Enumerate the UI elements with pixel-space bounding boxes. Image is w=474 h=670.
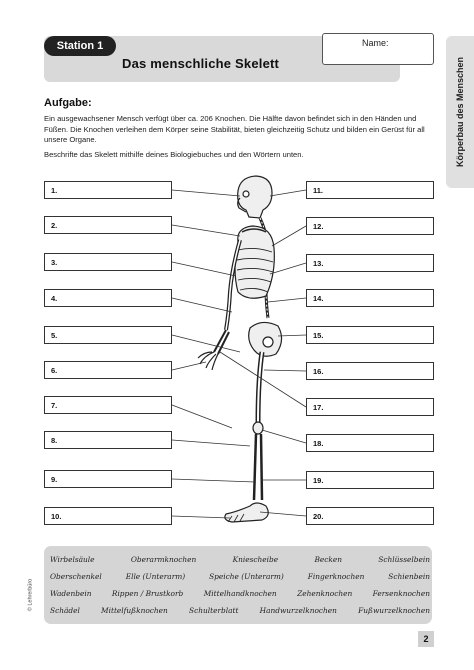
word-item: Kniescheibe [232,555,279,564]
word-item: Schlüsselbein [378,555,430,564]
skeleton-figure [198,176,282,522]
task-heading: Aufgabe: [44,97,92,109]
label-box-20[interactable]: 20. [306,507,434,525]
label-box-7[interactable]: 7. [44,396,172,414]
word-item: Schädel [50,606,80,615]
label-box-3[interactable]: 3. [44,253,172,271]
word-item: Rippen / Brustkorb [111,589,184,598]
station-label: Station 1 [44,36,116,56]
label-box-4[interactable]: 4. [44,289,172,307]
word-bank-row-2 [50,572,430,581]
word-item: Schienbein [388,572,430,581]
word-item: Mittelhandknochen [203,589,277,598]
label-box-6[interactable]: 6. [44,361,172,379]
label-box-12[interactable]: 12. [306,217,434,235]
label-box-11[interactable]: 11. [306,181,434,199]
label-box-1[interactable]: 1. [44,181,172,199]
word-item: Schulterblatt [189,606,239,615]
label-box-17[interactable]: 17. [306,398,434,416]
word-item: Handwurzelknochen [259,606,337,615]
label-box-15[interactable]: 15. [306,326,434,344]
word-item: Fingerknochen [307,572,365,581]
word-item: Fersenknochen [372,589,430,598]
word-item: Oberarmknochen [130,555,197,564]
copyright-text: © Lehrerbüro [27,578,33,612]
label-box-10[interactable]: 10. [44,507,172,525]
label-box-16[interactable]: 16. [306,362,434,380]
task-instruction: Beschrifte das Skelett mithilfe deines Biologiebuches und den Wörtern unten. [44,150,304,159]
word-item: Mittelfußknochen [101,606,168,615]
label-box-13[interactable]: 13. [306,254,434,272]
task-text: Ein ausgewachsener Mensch verfügt über ca. 206 Knochen. Die Hälfte davon befindet sich in den Händen und Füßen. Die Knochen verleihen dem Körper seine Stabilität, bieten gleichzeitig Schutz und bilden ein Gerüst für all unsere Organe. [44,114,425,145]
word-item: Oberschenkel [50,572,102,581]
label-box-19[interactable]: 19. [306,471,434,489]
page-title: Das menschliche Skelett [122,56,280,71]
word-bank-row-4 [50,606,430,615]
word-item: Elle (Unterarm) [125,572,186,581]
page-number: 2 [418,631,434,647]
label-box-5[interactable]: 5. [44,326,172,344]
label-box-8[interactable]: 8. [44,431,172,449]
copyright-wrap [25,560,35,630]
word-item: Wadenbein [50,589,92,598]
word-bank-row-1 [50,555,430,564]
word-item: Fußwurzelknochen [358,606,430,615]
label-box-2[interactable]: 2. [44,216,172,234]
word-item: Zehenknochen [297,589,353,598]
label-box-14[interactable]: 14. [306,289,434,307]
word-item: Becken [314,555,343,564]
name-label: Name: [362,38,389,48]
label-box-18[interactable]: 18. [306,434,434,452]
side-tab-label: Körperbau des Menschen [455,56,465,168]
word-bank-row-3 [50,589,430,598]
word-item: Speiche (Unterarm) [209,572,284,581]
label-box-9[interactable]: 9. [44,470,172,488]
word-item: Wirbelsäule [50,555,95,564]
